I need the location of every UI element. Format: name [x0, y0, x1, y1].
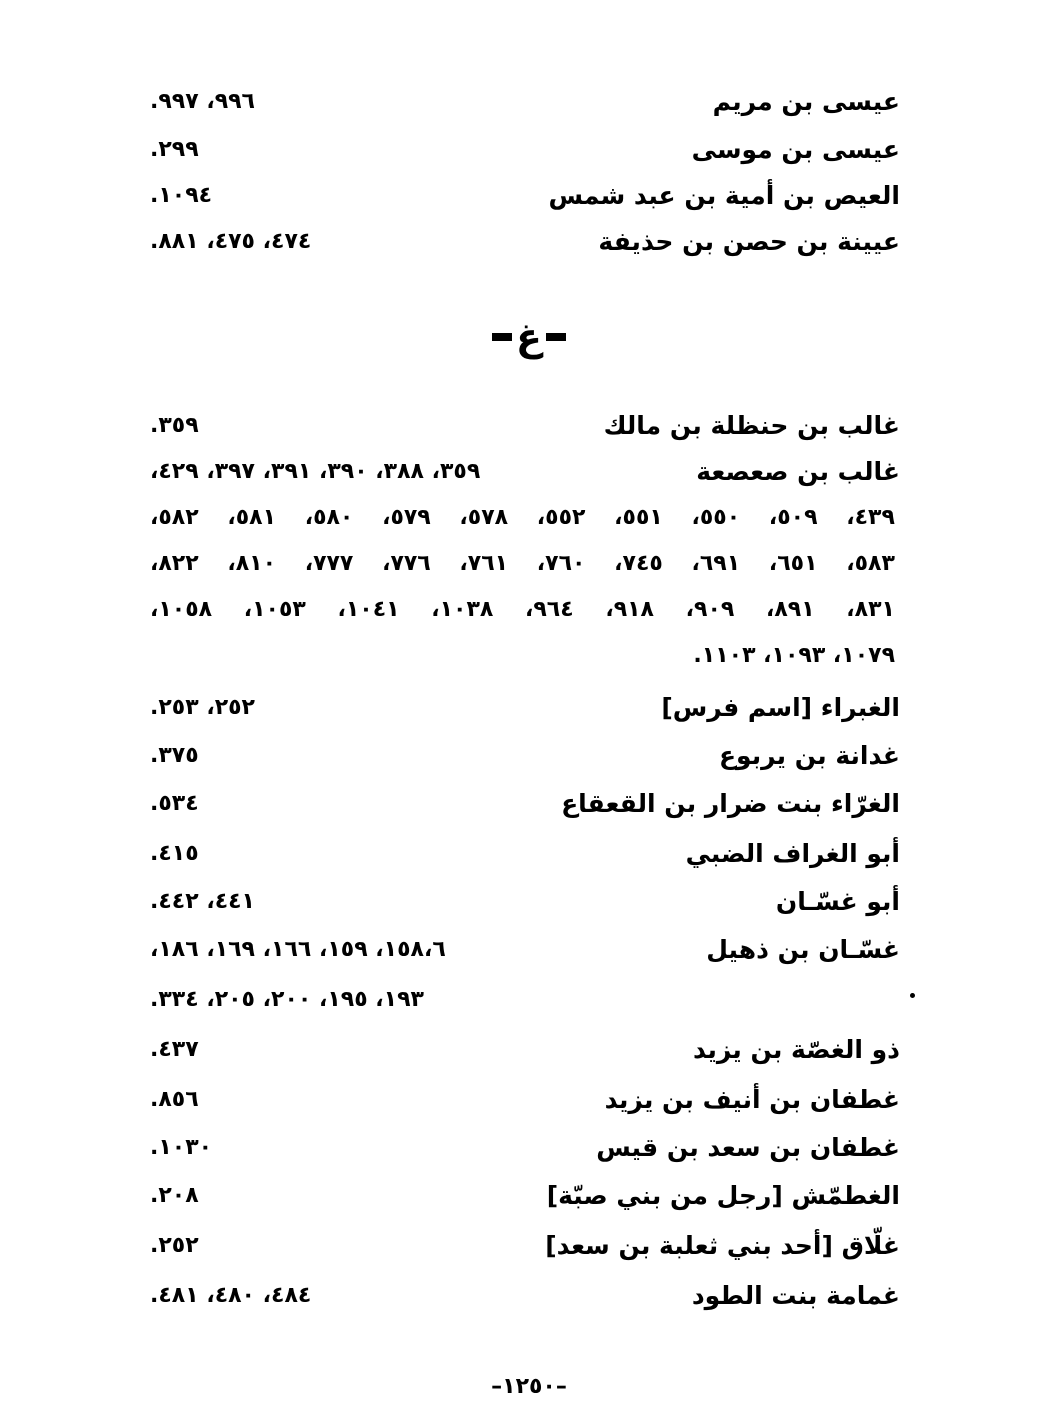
entry-pages: ٤٧٤، ٤٧٥، ٨٨١. — [150, 229, 312, 254]
stray-dot — [910, 993, 915, 998]
section-letter: غ — [516, 315, 542, 359]
index-entry — [150, 688, 900, 728]
section-heading — [0, 312, 1058, 362]
index-entry — [150, 130, 900, 170]
entry-pages: ٤١٥. — [150, 841, 199, 866]
index-entry — [150, 834, 900, 874]
entry-pages: ١٥٨،٦، ١٥٩، ١٦٦، ١٦٩، ١٨٦، — [150, 937, 446, 962]
entry-name: غمامة بنت الطود — [691, 1281, 900, 1310]
entry-pages: ٩٩٦، ٩٩٧. — [150, 89, 255, 114]
entry-name: عيسى بن موسى — [691, 135, 900, 164]
index-entry — [150, 406, 900, 446]
index-entry — [150, 736, 900, 776]
entry-pages-continued: ١٠٧٩، ١٠٩٣، ١١٠٣. — [693, 643, 895, 668]
index-entry — [150, 1030, 900, 1070]
index-entry — [150, 1080, 900, 1120]
entry-name: الغرّاء بنت ضرار بن القعقاع — [561, 789, 900, 818]
entry-name: أبو غسّـان — [775, 887, 900, 916]
entry-name: العيص بن أمية بن عبد شمس — [548, 181, 900, 210]
entry-pages: ٨٥٦. — [150, 1087, 199, 1112]
entry-name: عيينة بن حصن بن حذيفة — [598, 227, 900, 256]
entry-pages: ٤٨٤، ٤٨٠، ٤٨١. — [150, 1283, 312, 1308]
entry-pages: ٤٤١، ٤٤٢. — [150, 889, 255, 914]
entry-name: أبو الغراف الضبي — [685, 839, 900, 868]
entry-name: غدانة بن يربوع — [718, 741, 900, 770]
entry-pages: ٤٣٧. — [150, 1037, 199, 1062]
index-entry — [150, 452, 900, 492]
entry-name: غسّـان بن ذهيل — [706, 935, 900, 964]
entry-name: الغبراء [اسم فرس] — [661, 693, 900, 722]
page-number: –١٢٥٠– — [491, 1374, 567, 1399]
index-entry — [150, 1176, 900, 1216]
index-entry — [150, 176, 900, 216]
index-entry — [150, 784, 900, 824]
entry-name: غالب بن صعصعة — [696, 457, 900, 486]
index-entry — [150, 222, 900, 262]
entry-name: ذو الغصّة بن يزيد — [693, 1035, 900, 1064]
entry-pages: ١٠٩٤. — [150, 183, 213, 208]
entry-name: غالب بن حنظلة بن مالك — [603, 411, 900, 440]
entry-pages: ٢٥٢. — [150, 1233, 199, 1258]
entry-pages: ٣٥٩، ٣٨٨، ٣٩٠، ٣٩١، ٣٩٧، ٤٢٩، — [150, 459, 481, 484]
entry-pages-continued: ٤٣٩، ٥٠٩، ٥٥٠، ٥٥١، ٥٥٢، ٥٧٨، ٥٧٩، ٥٨٠، ٥٨١، ٥٨٢، — [150, 505, 895, 530]
entry-pages-continued: ٥٨٣، ٦٥١، ٦٩١، ٧٤٥، ٧٦٠، ٧٦١، ٧٧٦، ٧٧٧، ٨١٠، ٨٢٢، — [150, 551, 895, 576]
entry-pages: ٢٩٩. — [150, 137, 199, 162]
index-entry — [150, 930, 900, 970]
index-entry — [150, 882, 900, 922]
entry-name: غلّاق [أحد بني ثعلبة بن سعد] — [545, 1231, 900, 1260]
entry-pages: ٣٧٥. — [150, 743, 199, 768]
entry-pages-continued: ١٩٣، ١٩٥، ٢٠٠، ٢٠٥، ٣٣٤. — [150, 987, 424, 1012]
index-entry — [150, 1276, 900, 1316]
entry-pages-continued: ٨٣١، ٨٩١، ٩٠٩، ٩١٨، ٩٦٤، ١٠٣٨، ١٠٤١، ١٠٥٣، ١٠٥٨، — [150, 597, 895, 622]
entry-name: غطفان بن سعد بن قيس — [596, 1133, 900, 1162]
entry-name: الغطمّش [رجل من بني صبّة] — [546, 1181, 900, 1210]
entry-name: غطفان بن أنيف بن يزيد — [604, 1085, 900, 1114]
index-entry — [150, 82, 900, 122]
index-entry — [150, 1226, 900, 1266]
index-entry — [150, 1128, 900, 1168]
entry-pages: ١٠٣٠. — [150, 1135, 213, 1160]
entry-pages: ٥٣٤. — [150, 791, 199, 816]
heading-bar-right — [546, 333, 566, 341]
entry-pages: ٢٠٨. — [150, 1183, 199, 1208]
entry-pages: ٢٥٢، ٢٥٣. — [150, 695, 255, 720]
index-entry-continued — [150, 980, 900, 1020]
heading-bar-left — [492, 333, 512, 341]
entry-name: عيسى بن مريم — [712, 87, 900, 116]
entry-pages: ٣٥٩. — [150, 413, 199, 438]
